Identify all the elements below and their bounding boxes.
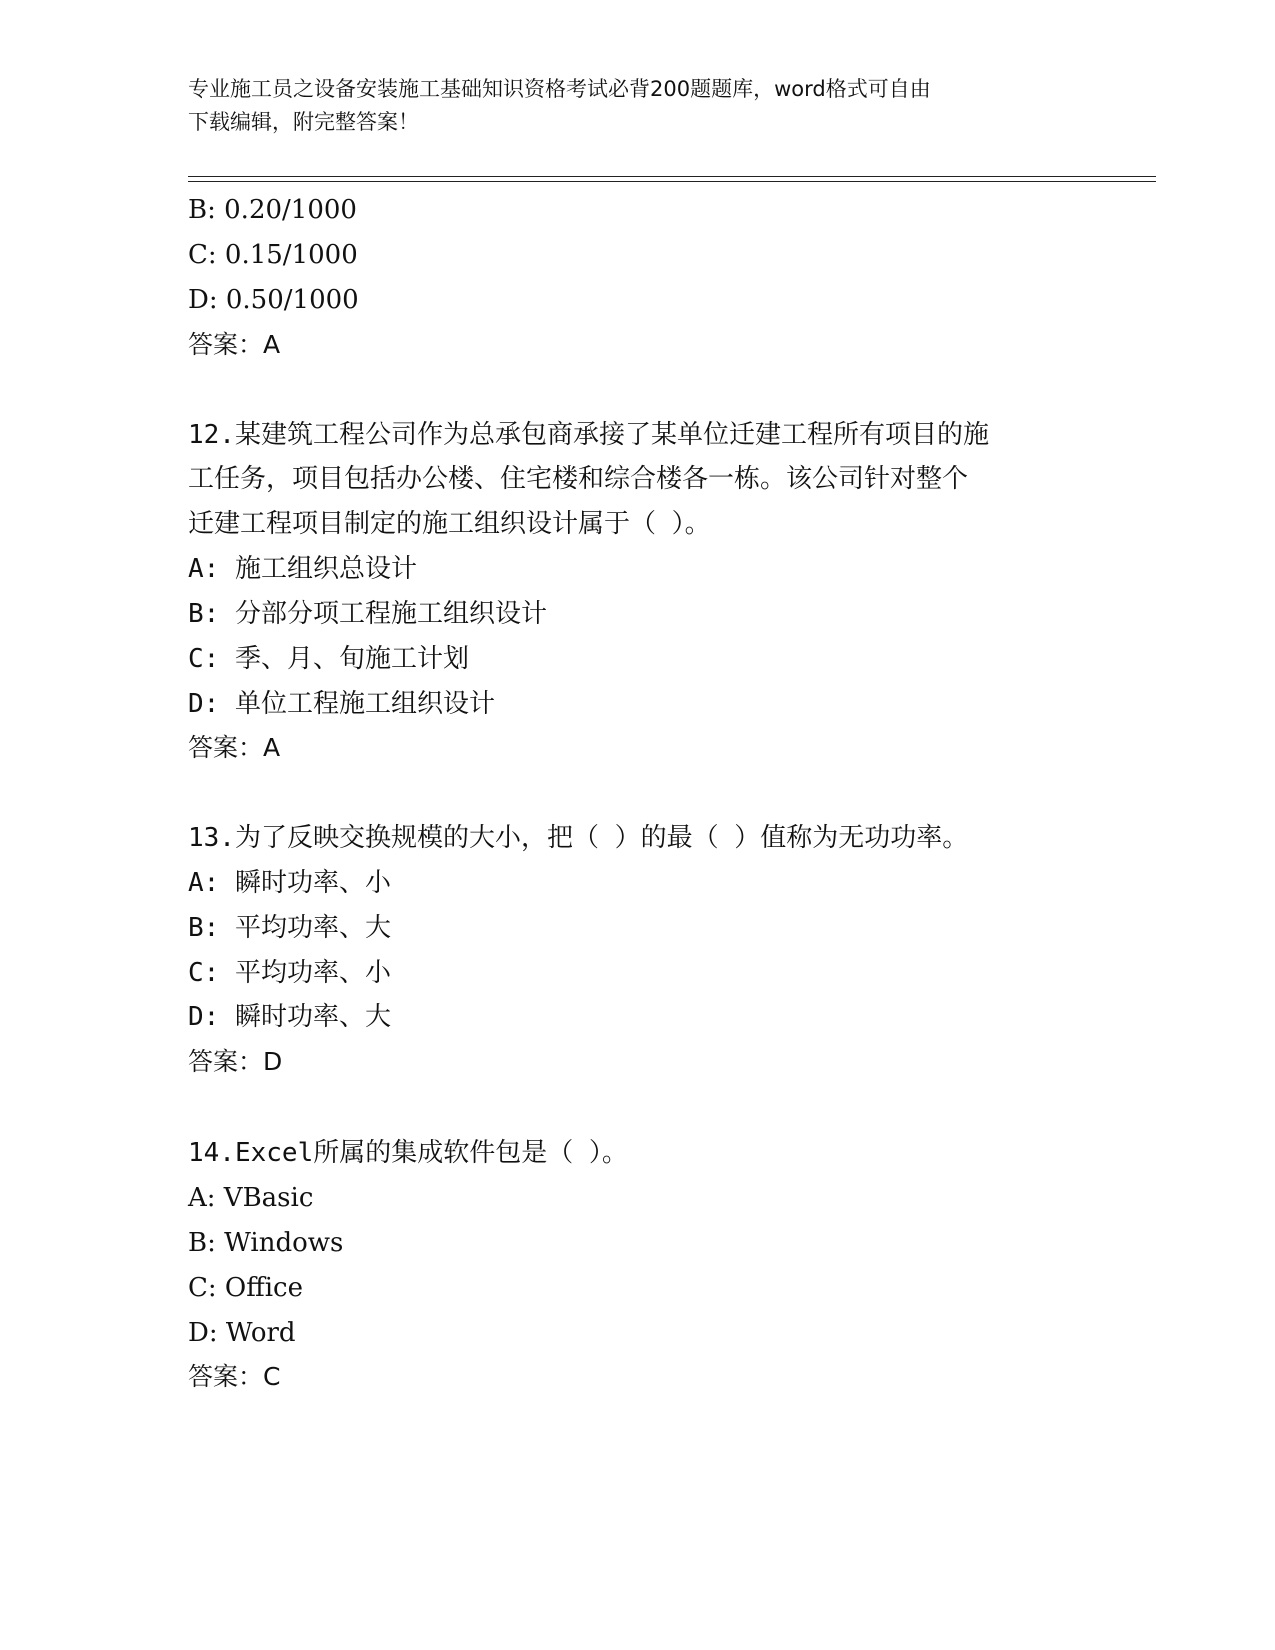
- q14-option-d: D: Word: [188, 1318, 296, 1348]
- q13-stem-line-1: 13.为了反映交换规模的大小，把（ ）的最（ ）值称为无功功率。: [188, 823, 969, 853]
- q14-option-a: A: VBasic: [188, 1183, 314, 1213]
- q14-answer: 答案：C: [188, 1362, 281, 1391]
- q14-stem-line-1: 14.Excel所属的集成软件包是（ ）。: [188, 1138, 628, 1168]
- header-rule-top: [188, 176, 1156, 177]
- prev-option-b: B: 0.20/1000: [188, 195, 357, 225]
- q12-option-d: D: 单位工程施工组织设计: [188, 689, 495, 719]
- prev-option-c: C: 0.15/1000: [188, 240, 358, 270]
- document-header: [188, 73, 1088, 139]
- header-rule-bottom: [188, 181, 1156, 182]
- q13-option-b: B: 平均功率、大: [188, 913, 391, 943]
- prev-answer: 答案：A: [188, 330, 281, 359]
- q12-stem-line-1: 12.某建筑工程公司作为总承包商承接了某单位迁建工程所有项目的施: [188, 420, 989, 450]
- q14-option-b: B: Windows: [188, 1228, 344, 1258]
- q13-option-a: A: 瞬时功率、小: [188, 868, 391, 898]
- q13-option-d: D: 瞬时功率、大: [188, 1002, 391, 1032]
- header-line-1: 专业施工员之设备安装施工基础知识资格考试必背200题题库，word格式可自由: [188, 77, 931, 101]
- prev-option-d: D: 0.50/1000: [188, 285, 359, 315]
- q12-option-c: C: 季、月、旬施工计划: [188, 644, 469, 674]
- q12-option-b: B: 分部分项工程施工组织设计: [188, 599, 547, 629]
- header-line-2: 下载编辑，附完整答案！: [188, 110, 419, 134]
- q12-answer: 答案：A: [188, 733, 281, 762]
- q14-option-c: C: Office: [188, 1273, 303, 1303]
- q12-option-a: A: 施工组织总设计: [188, 554, 417, 584]
- q13-answer: 答案：D: [188, 1047, 283, 1076]
- q13-option-c: C: 平均功率、小: [188, 958, 391, 988]
- q12-stem-line-3: 迁建工程项目制定的施工组织设计属于（ ）。: [188, 509, 711, 539]
- q12-stem-line-2: 工任务，项目包括办公楼、住宅楼和综合楼各一栋。该公司针对整个: [188, 464, 969, 494]
